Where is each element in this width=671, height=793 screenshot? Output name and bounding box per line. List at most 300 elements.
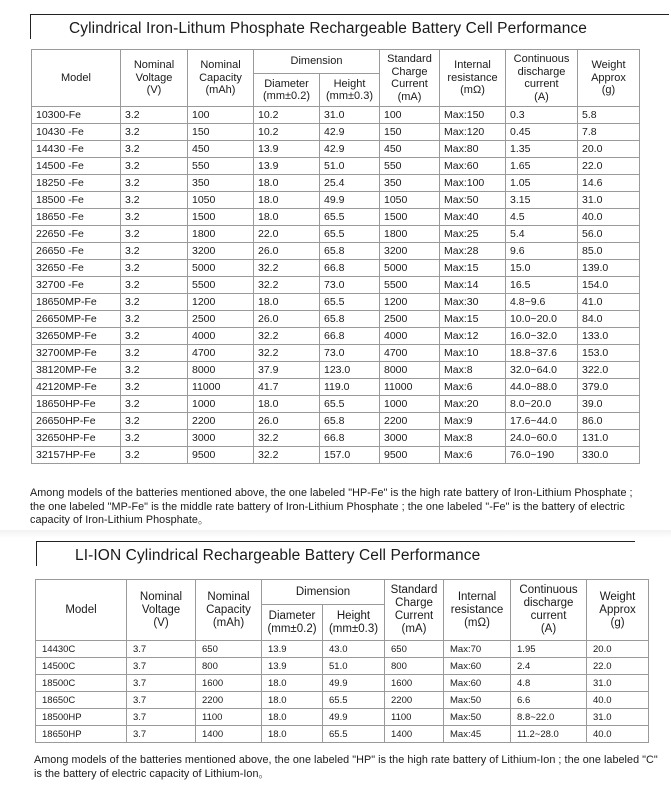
col-header-height-line: Height <box>336 609 371 622</box>
table-cell: 51.0 <box>323 658 385 675</box>
table-row <box>32 209 640 226</box>
table-row <box>36 675 649 692</box>
table-cell: 1.95 <box>511 641 587 658</box>
col-header-discharge-line: Continuous <box>519 584 578 596</box>
table-cell: 2500 <box>380 311 440 328</box>
table-cell: 25.4 <box>320 175 380 192</box>
table-cell: Max:12 <box>440 328 506 345</box>
table-cell: 14500 -Fe <box>32 158 121 175</box>
table-cell: 65.8 <box>320 413 380 430</box>
table-cell: 32700 -Fe <box>32 277 121 294</box>
col-header-charge-current-line: (mA) <box>397 90 422 103</box>
table-cell: 8.0~20.0 <box>506 396 578 413</box>
table-cell: 0.45 <box>506 124 578 141</box>
table-cell: 11000 <box>188 379 254 396</box>
table-cell: 3000 <box>188 430 254 447</box>
table-cell: 40.0 <box>587 726 649 743</box>
table-row <box>36 641 649 658</box>
table-cell: 100 <box>188 107 254 124</box>
liion-footnote: Among models of the batteries mentioned above, the one labeled "HP" is the high rate battery of Lithium-Ion ; the one labeled "C" is the battery of electric capacity of Lithium-Ion。 <box>34 754 658 780</box>
table-row <box>32 243 640 260</box>
table-cell: 330.0 <box>578 447 640 464</box>
table-cell: 18.0 <box>254 294 320 311</box>
table-cell: Max:50 <box>444 692 511 709</box>
table-cell: 65.5 <box>320 294 380 311</box>
col-header-weight <box>587 580 649 641</box>
table-cell: Max:8 <box>440 362 506 379</box>
table-cell: 1050 <box>188 192 254 209</box>
table-cell: 26650 -Fe <box>32 243 121 260</box>
table-cell: Max:30 <box>440 294 506 311</box>
table-cell: 3.2 <box>121 192 188 209</box>
col-header-dimension-line: Dimension <box>295 585 351 598</box>
table-cell: 1400 <box>196 726 262 743</box>
lifepo4-footnote: Among models of the batteries mentioned above, the one labeled "HP-Fe" is the high rate battery of Iron-Lithium Phosphate ; the one labeled "MP-Fe" is the middle rate battery of Iron-Lithium Phosphate ; the one labeled "-Fe" is the battery of electric capacity of Iron-Lithium Phosphate。 <box>30 487 633 526</box>
table-cell: 4700 <box>380 345 440 362</box>
table-cell: 49.9 <box>323 675 385 692</box>
col-header-voltage-line: Nominal <box>139 590 183 603</box>
col-header-capacity <box>196 580 262 641</box>
table-cell: Max:45 <box>444 726 511 743</box>
table-cell: Max:9 <box>440 413 506 430</box>
table-cell: 1500 <box>188 209 254 226</box>
col-header-charge-current <box>380 50 440 107</box>
table-cell: 2200 <box>380 413 440 430</box>
table-cell: 10.0~20.0 <box>506 311 578 328</box>
table-cell: 450 <box>380 141 440 158</box>
table-cell: 17.6~44.0 <box>506 413 578 430</box>
table-cell: 4.8 <box>511 675 587 692</box>
col-header-weight-line: Weight <box>591 59 626 72</box>
table-cell: 8.8~22.0 <box>511 709 587 726</box>
table-cell: 4000 <box>380 328 440 345</box>
table-cell: 10430 -Fe <box>32 124 121 141</box>
col-header-charge-current-line: (mA) <box>401 623 427 635</box>
col-header-resistance-line: resistance <box>450 603 504 616</box>
table-row <box>32 379 640 396</box>
table-row <box>32 430 640 447</box>
table-cell: 18500 -Fe <box>32 192 121 209</box>
table-cell: 22.0 <box>587 658 649 675</box>
table-cell: Max:14 <box>440 277 506 294</box>
table-cell: 22650 -Fe <box>32 226 121 243</box>
table-cell: 10.2 <box>254 124 320 141</box>
table-cell: 650 <box>196 641 262 658</box>
table-cell: 5000 <box>188 260 254 277</box>
table-cell: 18.0 <box>262 692 323 709</box>
table-cell: 38120MP-Fe <box>32 362 121 379</box>
table-cell: Max:10 <box>440 345 506 362</box>
table-cell: 39.0 <box>578 396 640 413</box>
table-cell: 13.9 <box>254 141 320 158</box>
table-row <box>32 107 640 124</box>
table-cell: Max:6 <box>440 379 506 396</box>
table-cell: 1400 <box>385 726 444 743</box>
table-cell: 3200 <box>188 243 254 260</box>
col-header-height-line: Height <box>333 77 366 90</box>
liion-spec-table <box>35 579 649 743</box>
col-header-dimension <box>262 580 385 605</box>
col-header-charge-current-line: Charge <box>391 65 428 78</box>
table-cell: 24.0~60.0 <box>506 430 578 447</box>
table-cell: 1200 <box>380 294 440 311</box>
table-cell: 18650HP-Fe <box>32 396 121 413</box>
col-header-capacity-line: (mAh) <box>205 84 236 97</box>
table-cell: 3.2 <box>121 226 188 243</box>
table-cell: 3200 <box>380 243 440 260</box>
table-cell: 6.6 <box>511 692 587 709</box>
table-cell: 3.2 <box>121 328 188 345</box>
table-cell: 153.0 <box>578 345 640 362</box>
table-cell: 65.5 <box>323 726 385 743</box>
table-cell: 41.0 <box>578 294 640 311</box>
table-cell: Max:80 <box>440 141 506 158</box>
table-cell: 5.4 <box>506 226 578 243</box>
table-cell: 1100 <box>196 709 262 726</box>
col-header-discharge <box>506 50 578 107</box>
col-header-discharge-line: (A) <box>540 623 557 635</box>
table-cell: 8000 <box>188 362 254 379</box>
table-row <box>32 311 640 328</box>
col-header-discharge <box>511 580 587 641</box>
table-cell: 26.0 <box>254 413 320 430</box>
table-cell: 65.8 <box>320 311 380 328</box>
table-cell: 3.15 <box>506 192 578 209</box>
table-cell: 65.8 <box>320 243 380 260</box>
table-cell: 32.2 <box>254 260 320 277</box>
col-header-charge-current <box>385 580 444 641</box>
table-cell: 2200 <box>196 692 262 709</box>
col-header-voltage-line: Voltage <box>135 71 173 84</box>
table-row <box>32 294 640 311</box>
col-header-discharge-line: Continuous <box>513 53 570 65</box>
table-cell: 3.7 <box>127 709 196 726</box>
col-header-diameter-line: Diameter <box>268 609 316 622</box>
table-cell: Max:8 <box>440 430 506 447</box>
col-header-capacity-line: Nominal <box>200 59 241 72</box>
table-cell: 9500 <box>380 447 440 464</box>
table-cell: 18650MP-Fe <box>32 294 121 311</box>
table-cell: 32.2 <box>254 328 320 345</box>
table-row <box>36 726 649 743</box>
table-cell: 133.0 <box>578 328 640 345</box>
table-cell: 1600 <box>196 675 262 692</box>
col-header-resistance <box>440 50 506 107</box>
table-cell: Max:25 <box>440 226 506 243</box>
table-cell: 26650MP-Fe <box>32 311 121 328</box>
table-cell: 119.0 <box>320 379 380 396</box>
table-cell: 3.2 <box>121 175 188 192</box>
table-cell: 3.7 <box>127 658 196 675</box>
table-cell: 5500 <box>380 277 440 294</box>
table-cell: 131.0 <box>578 430 640 447</box>
table-cell: 1000 <box>380 396 440 413</box>
table-cell: 15.0 <box>506 260 578 277</box>
table-cell: 3.2 <box>121 277 188 294</box>
table-cell: 32650HP-Fe <box>32 430 121 447</box>
table-cell: Max:6 <box>440 447 506 464</box>
col-header-diameter <box>262 605 323 641</box>
table-row <box>32 175 640 192</box>
col-header-diameter <box>254 74 320 107</box>
table-cell: 73.0 <box>320 277 380 294</box>
table-cell: 1.65 <box>506 158 578 175</box>
col-header-voltage <box>127 580 196 641</box>
liion-title: LI-ION Cylindrical Rechargeable Battery Cell Performance <box>75 547 481 564</box>
table-cell: 43.0 <box>323 641 385 658</box>
table-cell: 3000 <box>380 430 440 447</box>
table-cell: 3.2 <box>121 158 188 175</box>
table-cell: Max:15 <box>440 260 506 277</box>
col-header-resistance-line: resistance <box>447 71 498 84</box>
col-header-height <box>323 605 385 641</box>
table-cell: 14430 -Fe <box>32 141 121 158</box>
liion-table-body <box>36 641 649 743</box>
table-cell: 66.8 <box>320 430 380 447</box>
table-cell: 32700MP-Fe <box>32 345 121 362</box>
col-header-voltage-line: (V) <box>146 84 162 97</box>
table-cell: 65.5 <box>320 226 380 243</box>
table-cell: 31.0 <box>587 709 649 726</box>
table-cell: 3.2 <box>121 141 188 158</box>
table-cell: 18.0 <box>254 396 320 413</box>
table-row <box>36 658 649 675</box>
table-cell: Max:60 <box>440 158 506 175</box>
col-header-discharge-line: current <box>524 78 559 90</box>
table-cell: 31.0 <box>320 107 380 124</box>
table-cell: 3.2 <box>121 311 188 328</box>
table-cell: Max:120 <box>440 124 506 141</box>
col-header-height <box>320 74 380 107</box>
col-header-voltage-line: Nominal <box>133 59 175 72</box>
table-cell: 3.2 <box>121 396 188 413</box>
table-cell: 100 <box>380 107 440 124</box>
lifepo4-spec-table <box>31 49 640 464</box>
table-cell: 31.0 <box>587 675 649 692</box>
table-cell: 22.0 <box>254 226 320 243</box>
table-cell: 42.9 <box>320 141 380 158</box>
liion-title-box <box>36 541 635 566</box>
col-header-capacity-line: Nominal <box>207 590 250 603</box>
table-cell: 4.5 <box>506 209 578 226</box>
table-cell: 18250 -Fe <box>32 175 121 192</box>
table-cell: 32.0~64.0 <box>506 362 578 379</box>
col-header-model <box>32 50 121 107</box>
table-cell: 16.0~32.0 <box>506 328 578 345</box>
col-header-weight <box>578 50 640 107</box>
col-header-weight-line: Approx <box>591 71 626 84</box>
table-cell: 2500 <box>188 311 254 328</box>
table-cell: 18.0 <box>254 175 320 192</box>
table-cell: 42.9 <box>320 124 380 141</box>
table-cell: 32.2 <box>254 277 320 294</box>
table-cell: 1800 <box>188 226 254 243</box>
col-header-voltage-line: Voltage <box>141 603 181 616</box>
table-cell: 450 <box>188 141 254 158</box>
col-header-discharge-line: current <box>530 610 567 622</box>
col-header-diameter-line: (mm±0.2) <box>263 90 310 102</box>
table-cell: 350 <box>380 175 440 192</box>
table-cell: 800 <box>196 658 262 675</box>
table-cell: Max:20 <box>440 396 506 413</box>
table-cell: 7.8 <box>578 124 640 141</box>
table-cell: 0.3 <box>506 107 578 124</box>
table-cell: Max:150 <box>440 107 506 124</box>
table-cell: 31.0 <box>578 192 640 209</box>
col-header-diameter-line: (mm±0.2) <box>267 622 317 635</box>
col-header-resistance <box>444 580 511 641</box>
table-cell: 150 <box>380 124 440 141</box>
table-cell: 20.0 <box>587 641 649 658</box>
table-row <box>32 192 640 209</box>
table-cell: 3.2 <box>121 379 188 396</box>
col-header-resistance-line: (mΩ) <box>464 616 490 629</box>
table-cell: 800 <box>385 658 444 675</box>
table-cell: 5.8 <box>578 107 640 124</box>
col-header-weight-line: (g) <box>610 616 625 629</box>
table-cell: 2200 <box>188 413 254 430</box>
liion-table-header <box>36 580 649 641</box>
col-header-weight-line: (g) <box>601 84 616 97</box>
table-cell: 4700 <box>188 345 254 362</box>
table-cell: 56.0 <box>578 226 640 243</box>
col-header-resistance-line: (mΩ) <box>460 84 485 97</box>
table-cell: 3.2 <box>121 243 188 260</box>
table-cell: 1100 <box>385 709 444 726</box>
table-cell: 18.0 <box>254 209 320 226</box>
table-cell: 22.0 <box>578 158 640 175</box>
table-cell: 3.2 <box>121 345 188 362</box>
col-header-height-line: (mm±0.3) <box>326 90 373 102</box>
table-cell: 10300-Fe <box>32 107 121 124</box>
table-cell: 18.0 <box>262 675 323 692</box>
table-cell: 32650 -Fe <box>32 260 121 277</box>
table-cell: 18500C <box>36 675 127 692</box>
table-cell: Max:50 <box>444 709 511 726</box>
table-cell: 65.5 <box>323 692 385 709</box>
table-cell: 40.0 <box>587 692 649 709</box>
table-cell: 14.6 <box>578 175 640 192</box>
table-cell: 139.0 <box>578 260 640 277</box>
table-cell: 1.05 <box>506 175 578 192</box>
table-cell: 123.0 <box>320 362 380 379</box>
table-cell: 13.9 <box>262 641 323 658</box>
table-row <box>32 447 640 464</box>
table-cell: 5500 <box>188 277 254 294</box>
table-row <box>36 692 649 709</box>
col-header-charge-current-line: Standard <box>390 584 438 596</box>
col-header-capacity-line: (mAh) <box>212 616 245 629</box>
table-cell: 11000 <box>380 379 440 396</box>
col-header-height-line: (mm±0.3) <box>328 622 379 635</box>
table-cell: 5000 <box>380 260 440 277</box>
table-cell: 3.7 <box>127 692 196 709</box>
table-cell: Max:28 <box>440 243 506 260</box>
table-cell: 42120MP-Fe <box>32 379 121 396</box>
col-header-discharge-line: discharge <box>523 597 574 609</box>
table-cell: 13.9 <box>254 158 320 175</box>
table-cell: 550 <box>188 158 254 175</box>
table-cell: 26.0 <box>254 243 320 260</box>
table-row <box>36 709 649 726</box>
table-cell: 18650 -Fe <box>32 209 121 226</box>
table-cell: 51.0 <box>320 158 380 175</box>
table-cell: 4000 <box>188 328 254 345</box>
table-cell: 3.2 <box>121 294 188 311</box>
col-header-voltage <box>121 50 188 107</box>
table-cell: 1200 <box>188 294 254 311</box>
table-cell: 3.2 <box>121 413 188 430</box>
table-cell: 3.2 <box>121 107 188 124</box>
table-cell: 1500 <box>380 209 440 226</box>
table-cell: Max:15 <box>440 311 506 328</box>
table-cell: 2200 <box>385 692 444 709</box>
col-header-capacity <box>188 50 254 107</box>
col-header-capacity-line: Capacity <box>206 603 251 616</box>
lifepo4-title: Cylindrical Iron-Lithum Phosphate Rechargeable Battery Cell Performance <box>69 20 587 37</box>
table-cell: 73.0 <box>320 345 380 362</box>
table-cell: 18500HP <box>36 709 127 726</box>
table-cell: 550 <box>380 158 440 175</box>
table-cell: 66.8 <box>320 260 380 277</box>
col-header-discharge-line: (A) <box>534 90 549 103</box>
col-header-dimension-line: Dimension <box>290 55 343 68</box>
table-cell: 1050 <box>380 192 440 209</box>
table-cell: 3.7 <box>127 641 196 658</box>
table-cell: 18.0 <box>262 709 323 726</box>
table-row <box>32 260 640 277</box>
table-cell: 8000 <box>380 362 440 379</box>
table-cell: 4.8~9.6 <box>506 294 578 311</box>
table-cell: 26650HP-Fe <box>32 413 121 430</box>
table-row <box>32 141 640 158</box>
table-cell: 37.9 <box>254 362 320 379</box>
table-cell: 32.2 <box>254 447 320 464</box>
table-cell: 9500 <box>188 447 254 464</box>
table-cell: 9.6 <box>506 243 578 260</box>
col-header-resistance-line: Internal <box>457 590 497 603</box>
table-cell: 3.2 <box>121 362 188 379</box>
col-header-model-line: Model <box>61 71 91 84</box>
table-cell: 20.0 <box>578 141 640 158</box>
lifepo4-title-box <box>30 14 669 39</box>
col-header-capacity-line: Capacity <box>199 71 242 84</box>
table-cell: Max:100 <box>440 175 506 192</box>
lifepo4-table-body <box>32 107 640 464</box>
col-header-dimension <box>254 50 380 74</box>
table-cell: 65.5 <box>320 209 380 226</box>
table-cell: 379.0 <box>578 379 640 396</box>
table-cell: 157.0 <box>320 447 380 464</box>
table-cell: 322.0 <box>578 362 640 379</box>
table-cell: 18.0 <box>254 192 320 209</box>
table-cell: 3.7 <box>127 675 196 692</box>
col-header-weight-line: Approx <box>599 603 636 616</box>
col-header-model-line: Model <box>65 603 97 616</box>
table-cell: 10.2 <box>254 107 320 124</box>
table-cell: 49.9 <box>320 192 380 209</box>
table-cell: 3.2 <box>121 447 188 464</box>
table-cell: 13.9 <box>262 658 323 675</box>
table-row <box>32 396 640 413</box>
col-header-resistance-line: Internal <box>454 59 491 72</box>
table-row <box>32 413 640 430</box>
table-cell: 14430C <box>36 641 127 658</box>
table-cell: 32157HP-Fe <box>32 447 121 464</box>
lifepo4-table-header <box>32 50 640 107</box>
table-cell: 1000 <box>188 396 254 413</box>
page-fold-shadow <box>0 530 671 538</box>
